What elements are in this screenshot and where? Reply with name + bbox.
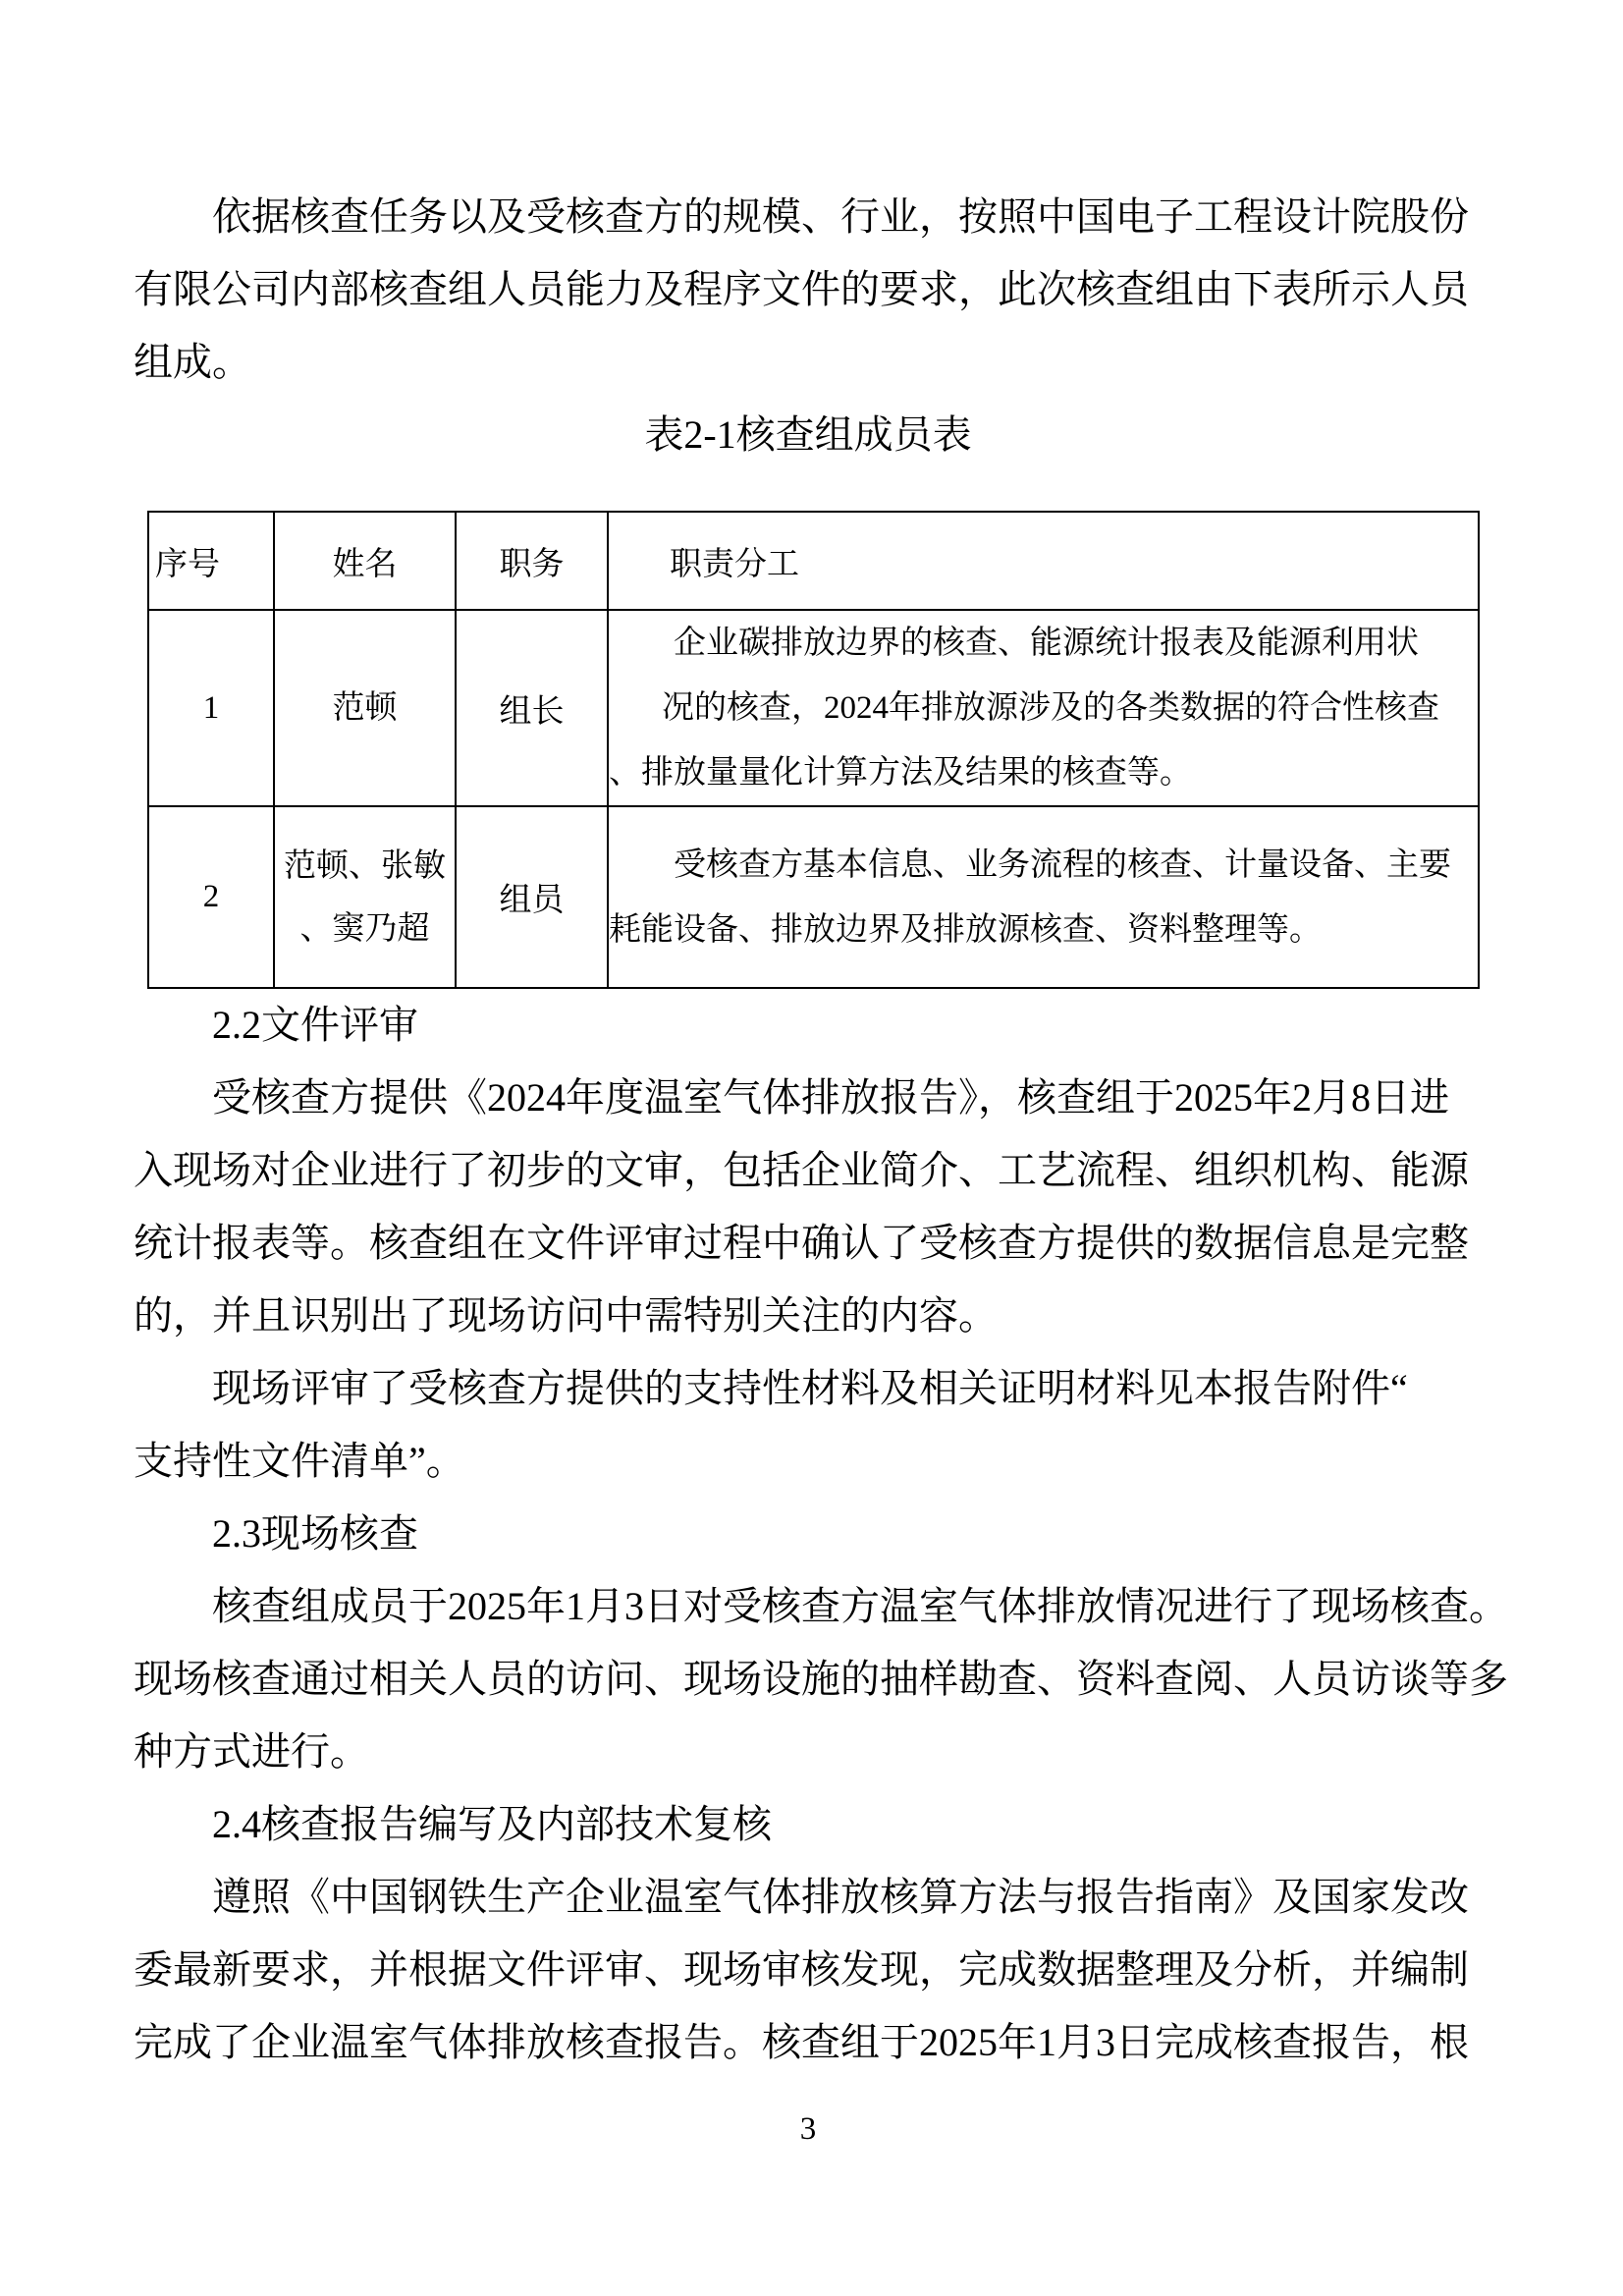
section-2-4 bbox=[134, 1788, 1483, 2079]
section-2-3 bbox=[134, 1498, 1508, 1788]
body-line: 现场核查通过相关人员的访问、现场设施的抽样勘查、资料查阅、人员访谈等多 bbox=[134, 1657, 1508, 1701]
row-role: 组长 bbox=[456, 610, 608, 806]
body-line: 的，并且识别出了现场访问中需特别关注的内容。 bbox=[134, 1293, 998, 1338]
body-line: 受核查方提供《2024年度温室气体排放报告》，核查组于2025年2月8日进 bbox=[212, 1075, 1449, 1120]
body-line: 完成了企业温室气体排放核查报告。核查组于2025年1月3日完成核查报告，根 bbox=[134, 2020, 1469, 2064]
row-role: 组员 bbox=[456, 806, 608, 988]
duty-line: 耗能设备、排放边界及排放源核查、资料整理等。 bbox=[609, 911, 1322, 948]
name-line: 范顿、张敏 bbox=[284, 847, 446, 884]
duty-line: 、排放量量化计算方法及结果的核查等。 bbox=[609, 755, 1192, 791]
row-duty bbox=[608, 610, 1479, 806]
duty-line: 况的核查，2024年排放源涉及的各类数据的符合性核查 bbox=[662, 690, 1439, 726]
row-duty bbox=[608, 806, 1479, 988]
table-header-row bbox=[148, 512, 1479, 610]
body-line: 委最新要求，并根据文件评审、现场审核发现，完成数据整理及分析，并编制 bbox=[134, 1947, 1469, 1992]
page-number: 3 bbox=[799, 2111, 817, 2147]
body-paragraph bbox=[134, 1861, 1483, 2079]
row-no: 1 bbox=[148, 610, 274, 806]
body-line: 入现场对企业进行了初步的文审，包括企业简介、工艺流程、组织机构、能源 bbox=[134, 1148, 1469, 1192]
section-heading: 2.3现场核查 bbox=[212, 1511, 418, 1556]
intro-line: 组成。 bbox=[134, 340, 251, 384]
header-cell-duty: 职责分工 bbox=[608, 512, 1479, 610]
body-line: 统计报表等。核查组在文件评审过程中确认了受核查方提供的数据信息是完整 bbox=[134, 1221, 1469, 1265]
body-paragraph bbox=[134, 1352, 1483, 1498]
body-line: 遵照《中国钢铁生产企业温室气体排放核算方法与报告指南》及国家发改 bbox=[212, 1875, 1469, 1919]
intro-paragraph bbox=[134, 181, 1483, 399]
duty-line: 企业碳排放边界的核查、能源统计报表及能源利用状 bbox=[674, 626, 1419, 661]
duty-line: 受核查方基本信息、业务流程的核查、计量设备、主要 bbox=[674, 847, 1451, 883]
header-cell-name: 姓名 bbox=[274, 512, 456, 610]
section-2-2 bbox=[134, 989, 1483, 1498]
intro-line: 有限公司内部核查组人员能力及程序文件的要求，此次核查组由下表所示人员 bbox=[134, 267, 1469, 311]
body-paragraph bbox=[134, 1062, 1483, 1352]
name-line: 范顿 bbox=[332, 690, 398, 726]
section-heading: 2.4核查报告编写及内部技术复核 bbox=[212, 1802, 772, 1846]
body-line: 现场评审了受核查方提供的支持性材料及相关证明材料见本报告附件“ bbox=[212, 1366, 1408, 1410]
members-table bbox=[147, 511, 1480, 989]
table-row bbox=[148, 806, 1479, 988]
header-cell-no: 序号 bbox=[148, 512, 274, 610]
body-line: 支持性文件清单”。 bbox=[134, 1439, 465, 1483]
header-cell-role: 职务 bbox=[456, 512, 608, 610]
section-heading: 2.2文件评审 bbox=[212, 1003, 418, 1047]
row-name bbox=[274, 610, 456, 806]
body-line: 种方式进行。 bbox=[134, 1729, 369, 1774]
row-name bbox=[274, 806, 456, 988]
body-line: 核查组成员于2025年1月3日对受核查方温室气体排放情况进行了现场核查。 bbox=[212, 1584, 1508, 1628]
table-title: 表2-1核查组成员表 bbox=[644, 412, 972, 457]
table-row bbox=[148, 610, 1479, 806]
name-line: 、窦乃超 bbox=[299, 910, 430, 947]
intro-line: 依据核查任务以及受核查方的规模、行业，按照中国电子工程设计院股份 bbox=[212, 194, 1469, 239]
body-paragraph bbox=[134, 1570, 1508, 1788]
row-no: 2 bbox=[148, 806, 274, 988]
